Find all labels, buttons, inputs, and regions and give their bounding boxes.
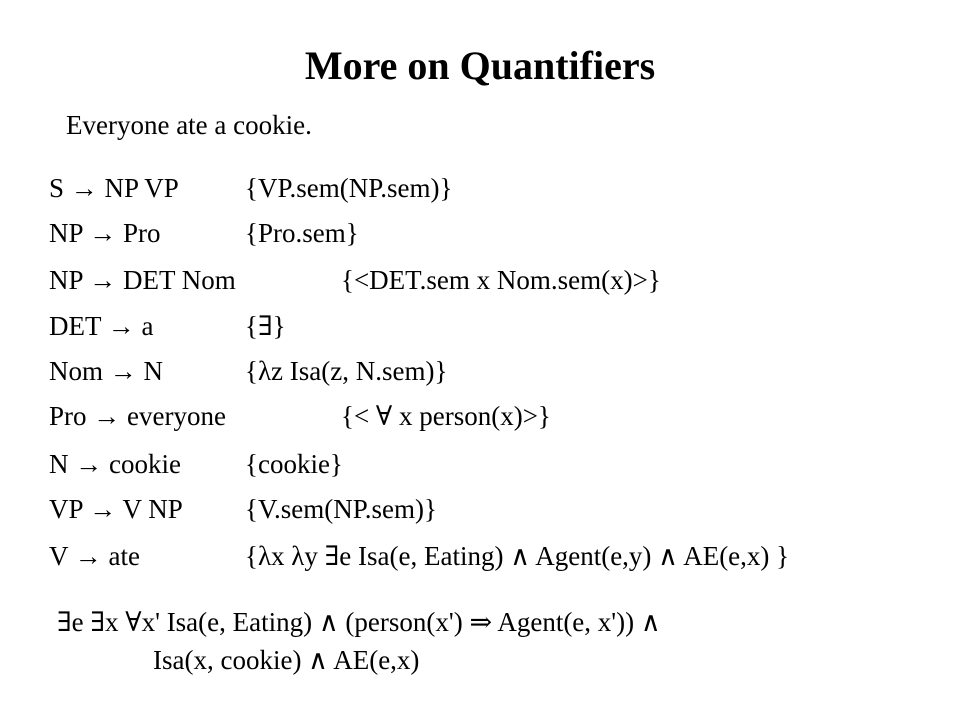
formula-line-2: Isa(x, cookie) ∧ AE(e,x) <box>153 645 420 675</box>
rule-semantics: {Pro.sem} <box>245 218 359 248</box>
rule-production: VP → V NP <box>49 494 183 524</box>
rule-semantics: {λx λy ∃e Isa(e, Eating) ∧ Agent(e,y) ∧ AE(e,x) } <box>245 541 790 571</box>
rule-production: V → ate <box>49 541 140 571</box>
rule-production: S → NP VP <box>49 173 179 203</box>
rule-semantics: {<DET.sem x Nom.sem(x)>} <box>341 265 661 295</box>
slide-title: More on Quantifiers <box>304 43 656 88</box>
formula-line-1: ∃e ∃x ∀x' Isa(e, Eating) ∧ (person(x') ⇒ Agent(e, x')) ∧ <box>57 607 661 637</box>
rule-production: DET → a <box>49 311 154 341</box>
rule-production: NP → DET Nom <box>49 265 236 295</box>
example-sentence: Everyone ate a cookie. <box>66 110 312 140</box>
rule-semantics: {λz Isa(z, N.sem)} <box>245 356 448 386</box>
rule-production: Nom → N <box>49 356 163 386</box>
rule-semantics: {∃} <box>245 311 286 341</box>
rule-semantics: {< ∀ x person(x)>} <box>341 401 551 431</box>
rule-semantics: {cookie} <box>245 449 343 479</box>
rule-production: Pro → everyone <box>49 401 226 431</box>
rule-production: N → cookie <box>49 449 181 479</box>
rule-production: NP → Pro <box>49 218 161 248</box>
rule-semantics: {VP.sem(NP.sem)} <box>245 173 453 203</box>
rule-semantics: {V.sem(NP.sem)} <box>245 494 437 524</box>
